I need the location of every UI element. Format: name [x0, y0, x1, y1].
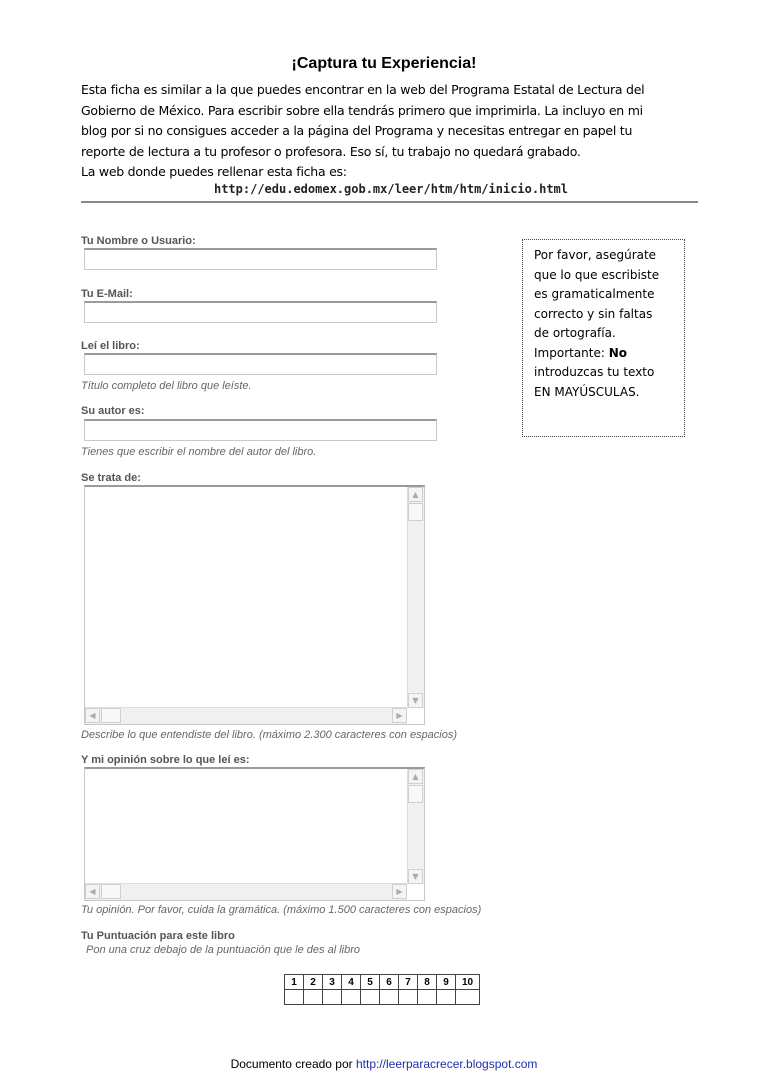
score-cell[interactable] — [285, 990, 304, 1005]
score-number: 8 — [418, 975, 437, 990]
score-number: 2 — [304, 975, 323, 990]
note-important-line — [534, 344, 684, 364]
score-hint: Pon una cruz debajo de la puntuación que le des al libro — [86, 944, 360, 956]
vertical-scrollbar[interactable] — [407, 769, 424, 884]
score-number: 4 — [342, 975, 361, 990]
horizontal-scrollbar[interactable] — [85, 883, 407, 900]
opinion-textarea[interactable] — [84, 767, 425, 901]
score-number: 5 — [361, 975, 380, 990]
score-header-row — [285, 975, 480, 990]
note-line: es gramaticalmente — [534, 287, 655, 301]
score-cell[interactable] — [456, 990, 480, 1005]
book-input[interactable] — [84, 353, 437, 375]
name-input[interactable] — [84, 248, 437, 270]
vertical-scrollbar[interactable] — [407, 487, 424, 708]
intro-line: blog por si no consigues acceder a la página del Programa y necesitas entregar en papel tu — [81, 123, 633, 138]
book-hint: Título completo del libro que leíste. — [81, 380, 252, 392]
score-cell[interactable] — [418, 990, 437, 1005]
intro-line: La web donde puedes rellenar esta ficha es: — [81, 164, 347, 179]
note-line: EN MAYÚSCULAS. — [534, 384, 640, 399]
note-line: Por favor, asegúrate — [534, 248, 657, 262]
score-label: Tu Puntuación para este libro — [81, 930, 235, 942]
note-line: que lo que escribiste — [534, 267, 660, 282]
intro-line: Esta ficha es similar a la que puedes encontrar en la web del Programa Estatal de Lectura del — [81, 82, 645, 97]
score-number: 3 — [323, 975, 342, 990]
scroll-up-icon[interactable]: ▲ — [408, 487, 423, 502]
book-label: Leí el libro: — [81, 340, 140, 352]
author-input[interactable] — [84, 419, 437, 441]
grammar-note-box — [522, 239, 685, 437]
scroll-thumb[interactable] — [101, 708, 121, 723]
scroll-down-icon[interactable]: ▼ — [408, 693, 423, 708]
about-hint: Describe lo que entendiste del libro. (máximo 2.300 caracteres con espacios) — [81, 729, 458, 741]
score-cell[interactable] — [323, 990, 342, 1005]
intro-paragraph — [81, 80, 701, 183]
divider — [81, 201, 698, 203]
score-cell[interactable] — [437, 990, 456, 1005]
scroll-thumb[interactable] — [408, 785, 423, 803]
note-important-label: Importante: — [534, 345, 609, 360]
intro-line: Gobierno de México. Para escribir sobre ella tendrás primero que imprimirla. La incluyo en mi — [81, 102, 643, 118]
opinion-hint: Tu opinión. Por favor, cuida la gramática. (máximo 1.500 caracteres con espacios) — [81, 904, 482, 916]
scroll-down-icon[interactable]: ▼ — [408, 869, 423, 884]
opinion-label: Y mi opinión sobre lo que leí es: — [81, 754, 250, 766]
score-number: 7 — [399, 975, 418, 990]
score-cell[interactable] — [361, 990, 380, 1005]
score-mark-row — [285, 990, 480, 1005]
scroll-left-icon[interactable]: ◀ — [85, 884, 100, 899]
score-number: 1 — [285, 975, 304, 990]
footer — [0, 1057, 768, 1071]
about-label: Se trata de: — [81, 472, 141, 484]
about-textarea[interactable] — [84, 485, 425, 725]
scroll-left-icon[interactable]: ◀ — [85, 708, 100, 723]
program-url-link[interactable]: http://edu.edomex.gob.mx/leer/htm/htm/inicio.html — [213, 182, 568, 196]
score-table — [284, 974, 480, 1005]
score-cell[interactable] — [304, 990, 323, 1005]
scroll-thumb[interactable] — [101, 884, 121, 899]
score-number: 9 — [437, 975, 456, 990]
footer-link[interactable]: http://leerparacrecer.blogspot.com — [355, 1057, 538, 1071]
score-number: 10 — [456, 975, 480, 990]
email-label: Tu E-Mail: — [81, 288, 133, 300]
scroll-up-icon[interactable]: ▲ — [408, 769, 423, 784]
name-label: Tu Nombre o Usuario: — [81, 235, 196, 247]
horizontal-scrollbar[interactable] — [85, 707, 407, 724]
email-input[interactable] — [84, 301, 437, 323]
scroll-right-icon[interactable]: ▶ — [392, 708, 407, 723]
page-title: ¡Captura tu Experiencia! — [291, 55, 477, 72]
note-line: correcto y sin faltas — [534, 306, 653, 321]
score-cell[interactable] — [342, 990, 361, 1005]
footer-prefix: Documento creado por — [230, 1057, 356, 1071]
author-hint: Tienes que escribir el nombre del autor del libro. — [81, 446, 317, 458]
scroll-right-icon[interactable]: ▶ — [392, 884, 407, 899]
intro-line: reporte de lectura a tu profesor o profesora. Eso sí, tu trabajo no quedará grabado. — [81, 143, 581, 159]
scroll-thumb[interactable] — [408, 503, 423, 521]
score-cell[interactable] — [380, 990, 399, 1005]
author-label: Su autor es: — [81, 405, 145, 417]
score-number: 6 — [380, 975, 399, 990]
note-important-no: No — [608, 345, 628, 360]
score-cell[interactable] — [399, 990, 418, 1005]
note-line: introduzcas tu texto — [534, 365, 655, 379]
note-line: de ortografía. — [534, 326, 616, 340]
